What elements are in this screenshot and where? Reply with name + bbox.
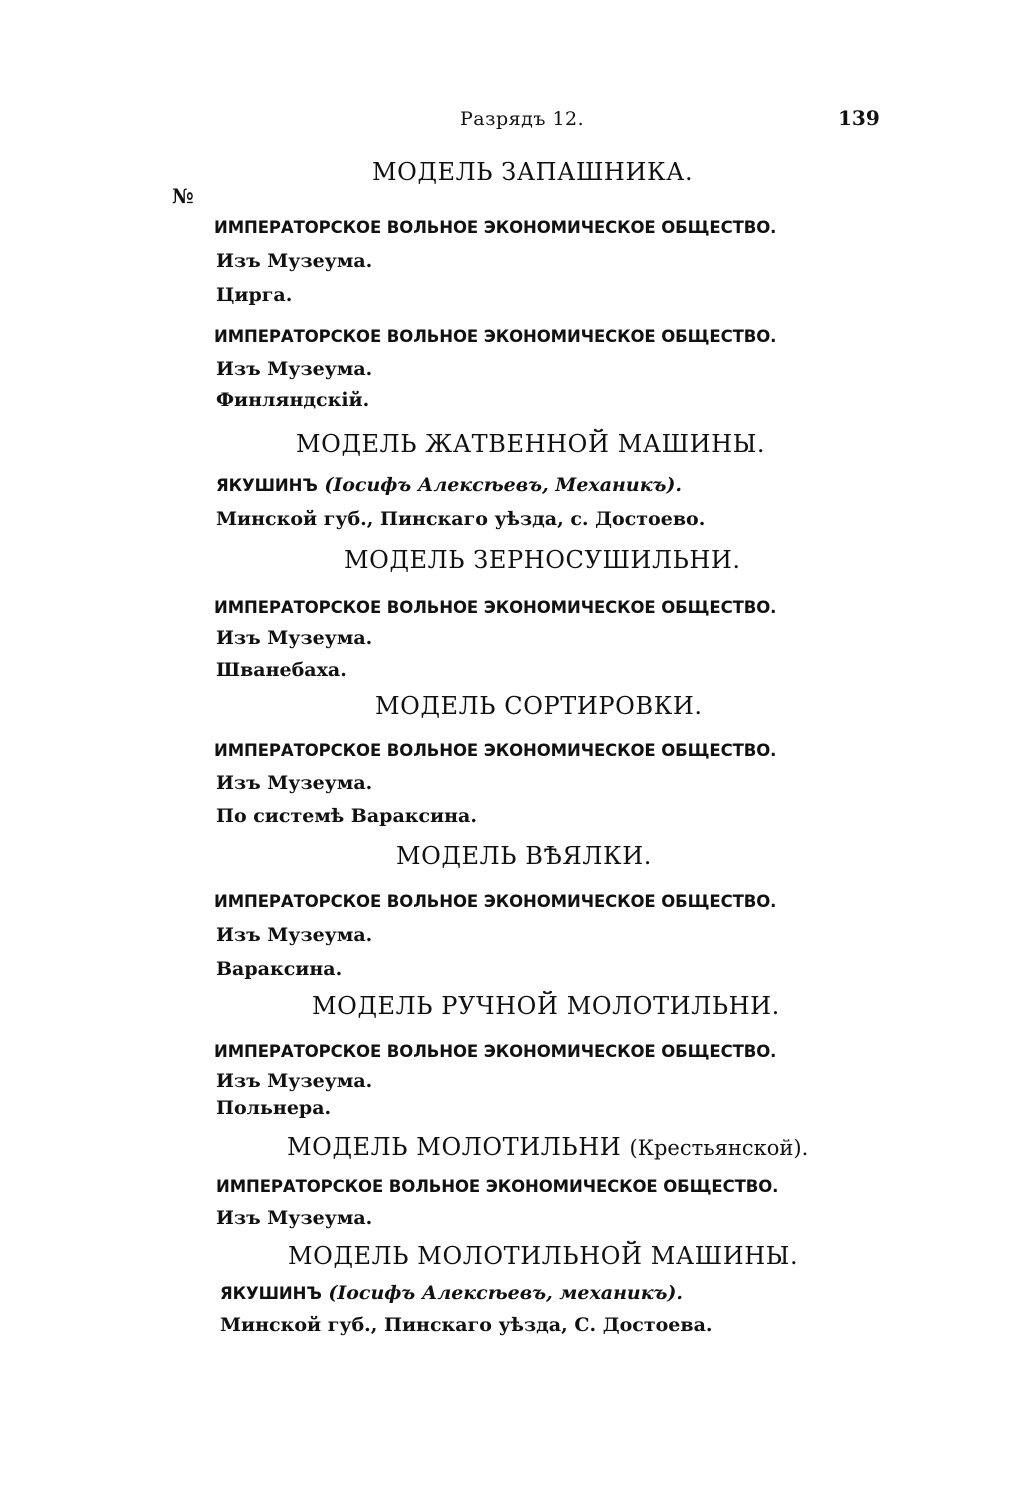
entry-line: Польнера. [216,1097,332,1119]
entry-line: Изъ Музеума. [216,358,373,380]
section-heading: МОДЕЛЬ МОЛОТИЛЬНОЙ МАШИНЫ. [288,1242,799,1270]
number-column-mark: № [172,184,194,208]
exhibitor-name: ЯКУШИНЪ [216,476,318,495]
entry-line: Изъ Музеума. [216,627,373,649]
section-heading: МОДЕЛЬ РУЧНОЙ МОЛОТИЛЬНИ. [312,992,780,1020]
entry-line: Вараксина. [216,958,343,980]
section-heading-main: МОДЕЛЬ МОЛОТИЛЬНИ [287,1133,622,1161]
entry-line: Изъ Музеума. [216,924,373,946]
section-heading: МОДЕЛЬ ЗЕРНОСУШИЛЬНИ. [344,546,741,574]
entry-line: По системѣ Вараксина. [216,805,477,827]
exhibitor-name: ИМПЕРАТОРСКОЕ ВОЛЬНОЕ ЭКОНОМИЧЕСКОЕ ОБЩЕСТВО. [214,1042,777,1061]
section-heading [287,1133,808,1161]
section-heading: МОДЕЛЬ ЗАПАШНИКА. [372,158,694,186]
exhibitor-name: ИМПЕРАТОРСКОЕ ВОЛЬНОЕ ЭКОНОМИЧЕСКОЕ ОБЩЕСТВО. [214,741,777,760]
section-heading: МОДЕЛЬ ВѢЯЛКИ. [396,842,652,870]
entry-line: Шванебаха. [216,659,347,681]
exhibitor-note: (Іосифъ Алексѣевъ, Механикъ). [324,474,682,496]
section-heading: МОДЕЛЬ ЖАТВЕННОЙ МАШИНЫ. [296,430,766,458]
exhibitor-name: ИМПЕРАТОРСКОЕ ВОЛЬНОЕ ЭКОНОМИЧЕСКОЕ ОБЩЕСТВО. [214,327,777,346]
entry-line: Изъ Музеума. [216,250,373,272]
exhibitor-name: ИМПЕРАТОРСКОЕ ВОЛЬНОЕ ЭКОНОМИЧЕСКОЕ ОБЩЕСТВО. [216,1177,779,1196]
entry-line: Цирга. [216,284,293,306]
exhibitor-name: ИМПЕРАТОРСКОЕ ВОЛЬНОЕ ЭКОНОМИЧЕСКОЕ ОБЩЕСТВО. [214,218,777,237]
section-heading-suffix: (Крестьянской). [629,1136,809,1160]
running-head: Разрядъ 12. [460,108,585,130]
exhibitor-note: (Іосифъ Алексѣевъ, механикъ). [328,1282,684,1304]
entry-exhibitor-line [220,1282,683,1304]
entry-line: Минской губ., Пинскаго уѣзда, с. Достоево. [216,508,706,530]
exhibitor-name: ИМПЕРАТОРСКОЕ ВОЛЬНОЕ ЭКОНОМИЧЕСКОЕ ОБЩЕСТВО. [214,598,777,617]
section-heading: МОДЕЛЬ СОРТИРОВКИ. [375,692,703,720]
entry-line: Изъ Музеума. [216,1070,373,1092]
entry-exhibitor-line [216,474,682,496]
entry-line: Изъ Музеума. [216,1207,373,1229]
entry-line: Изъ Музеума. [216,772,373,794]
entry-line: Минской губ., Пинскаго уѣзда, С. Достоева. [220,1314,713,1336]
page-number: 139 [838,106,880,130]
exhibitor-name: ЯКУШИНЪ [220,1284,322,1303]
entry-line: Финляндскій. [216,389,370,411]
exhibitor-name: ИМПЕРАТОРСКОЕ ВОЛЬНОЕ ЭКОНОМИЧЕСКОЕ ОБЩЕСТВО. [214,892,777,911]
